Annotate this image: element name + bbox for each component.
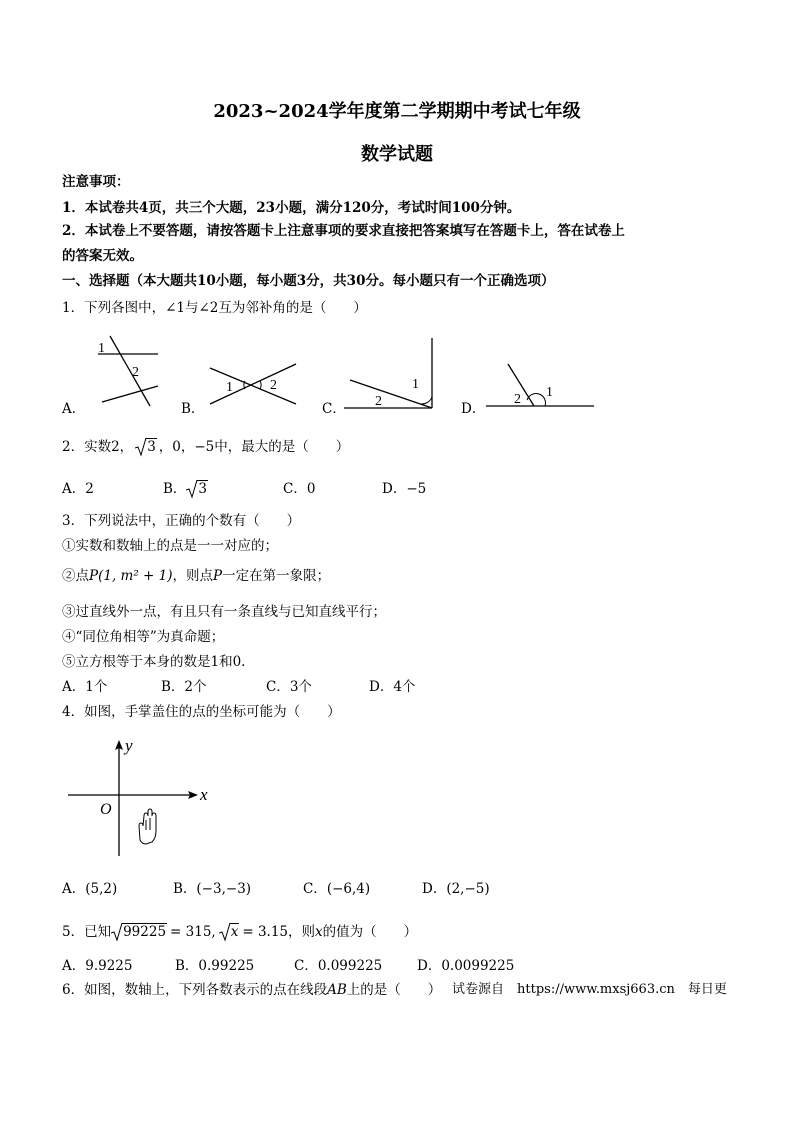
origin-label: O xyxy=(100,801,112,818)
q2-option-b-sqrt: 3 xyxy=(186,480,208,498)
exam-title: 2023~2024学年度第二学期期中考试七年级 xyxy=(213,101,581,122)
q2-stem-start: 2．实数2， xyxy=(62,439,134,455)
note-2-line1: 2．本试卷上不要答题，请按答题卡上注意事项的要求直接把答案填写在答题卡上，答在试卷上 xyxy=(62,223,625,239)
q5-sqrt-2: x xyxy=(219,923,240,941)
q5-sqrt-1: 99225 xyxy=(111,923,167,941)
q2-stem-end: ，0，−5中，最大的是（ ） xyxy=(158,439,350,455)
q3-statement-2: ②点P(1, m² + 1)，则点P一定在第一象限； xyxy=(62,568,331,584)
q5-option-b: B．0.99225 xyxy=(175,958,255,974)
q1-stem: 1．下列各图中，∠1与∠2互为邻补角的是（ ） xyxy=(62,300,367,316)
note-1: 1．本试卷共4页，共三个大题，23小题，满分120分，考试时间100分钟。 xyxy=(62,200,521,216)
q3-statement-5: ⑤立方根等于本身的数是1和0. xyxy=(62,654,246,670)
q1-d-angle1-label: 1 xyxy=(546,385,553,400)
notes-heading: 注意事项： xyxy=(62,174,130,190)
hand-icon xyxy=(139,809,156,844)
q1-figure-d xyxy=(486,364,594,407)
radical-sign xyxy=(186,479,198,499)
q5-option-c: C．0.099225 xyxy=(294,958,383,974)
q2-sqrt: 3 xyxy=(135,438,157,456)
note-2-line2: 的答案无效。 xyxy=(62,248,143,264)
q2-stem xyxy=(62,438,349,456)
q2-option-a: A．2 xyxy=(62,481,94,497)
q3-option-a: A．1个 xyxy=(62,679,108,695)
radical-sign xyxy=(219,922,231,942)
q1-d-angle2-label: 2 xyxy=(514,392,521,407)
q2-option-d: D．−5 xyxy=(382,481,427,497)
q4-option-d: D．(2,−5) xyxy=(422,881,490,897)
q1-figures xyxy=(0,330,794,420)
q5-stem: 5．已知 99225 = 315, x = 3.15，则x的值为（ ） xyxy=(62,924,418,940)
q2-option-b: B． 3 xyxy=(163,481,208,497)
x-axis-label: x xyxy=(200,785,208,804)
q1-figure-a xyxy=(98,336,158,406)
q5-option-d: D．0.0099225 xyxy=(417,958,515,974)
q5-option-a: A．9.9225 xyxy=(62,958,133,974)
exam-subtitle: 数学试题 xyxy=(361,144,433,165)
q4-coordinate-figure xyxy=(60,734,230,862)
q1-b-angle1-label: 1 xyxy=(226,380,233,395)
q2-option-c: C．0 xyxy=(283,481,316,497)
q4-option-a: A．(5,2) xyxy=(62,881,118,897)
q1-figure-c xyxy=(344,338,432,409)
q1-option-a: A． xyxy=(62,401,86,417)
radical-sign xyxy=(111,922,123,942)
q4-option-b: B．(−3,−3) xyxy=(173,881,252,897)
section-1-heading: 一、选择题（本大题共10小题，每小题3分，共30分。每小题只有一个正确选项） xyxy=(62,273,555,289)
q3-option-d: D．4个 xyxy=(369,679,416,695)
q1-figure-b xyxy=(210,364,296,404)
point-p: P xyxy=(89,568,99,584)
q1-option-c: C． xyxy=(322,401,346,417)
q3-statement-3: ③过直线外一点，有且只有一条直线与已知直线平行； xyxy=(62,604,386,620)
q3-stem: 3．下列说法中，正确的个数有（ ） xyxy=(62,513,301,529)
q1-option-b: B． xyxy=(181,401,205,417)
source-watermark: 试卷源自 https://www.mxsj663.cn 每日更 xyxy=(452,982,727,997)
radical-sign xyxy=(135,437,147,457)
q4-option-c: C．(−6,4) xyxy=(303,881,371,897)
q1-a-angle2-label: 2 xyxy=(132,365,139,380)
q1-c-angle1-label: 1 xyxy=(412,377,419,392)
q1-option-d: D． xyxy=(461,401,486,417)
q1-b-angle2-label: 2 xyxy=(270,378,277,393)
q1-a-angle1-label: 1 xyxy=(98,341,105,356)
point-p-coord: (1, m² + 1) xyxy=(98,568,173,584)
q6-stem: 6．如图，数轴上，下列各数表示的点在线段AB上的是（ ） xyxy=(62,982,442,998)
y-axis-label: y xyxy=(125,736,133,755)
q3-statement-4: ④“同位角相等”为真命题； xyxy=(62,629,225,645)
q1-c-angle2-label: 2 xyxy=(375,394,382,409)
q3-statement-1: ①实数和数轴上的点是一一对应的； xyxy=(62,538,278,554)
q3-option-c: C．3个 xyxy=(266,679,312,695)
q3-option-b: B．2个 xyxy=(161,679,207,695)
q4-stem: 4．如图，手掌盖住的点的坐标可能为（ ） xyxy=(62,704,341,720)
segment-ab: AB xyxy=(327,982,347,998)
